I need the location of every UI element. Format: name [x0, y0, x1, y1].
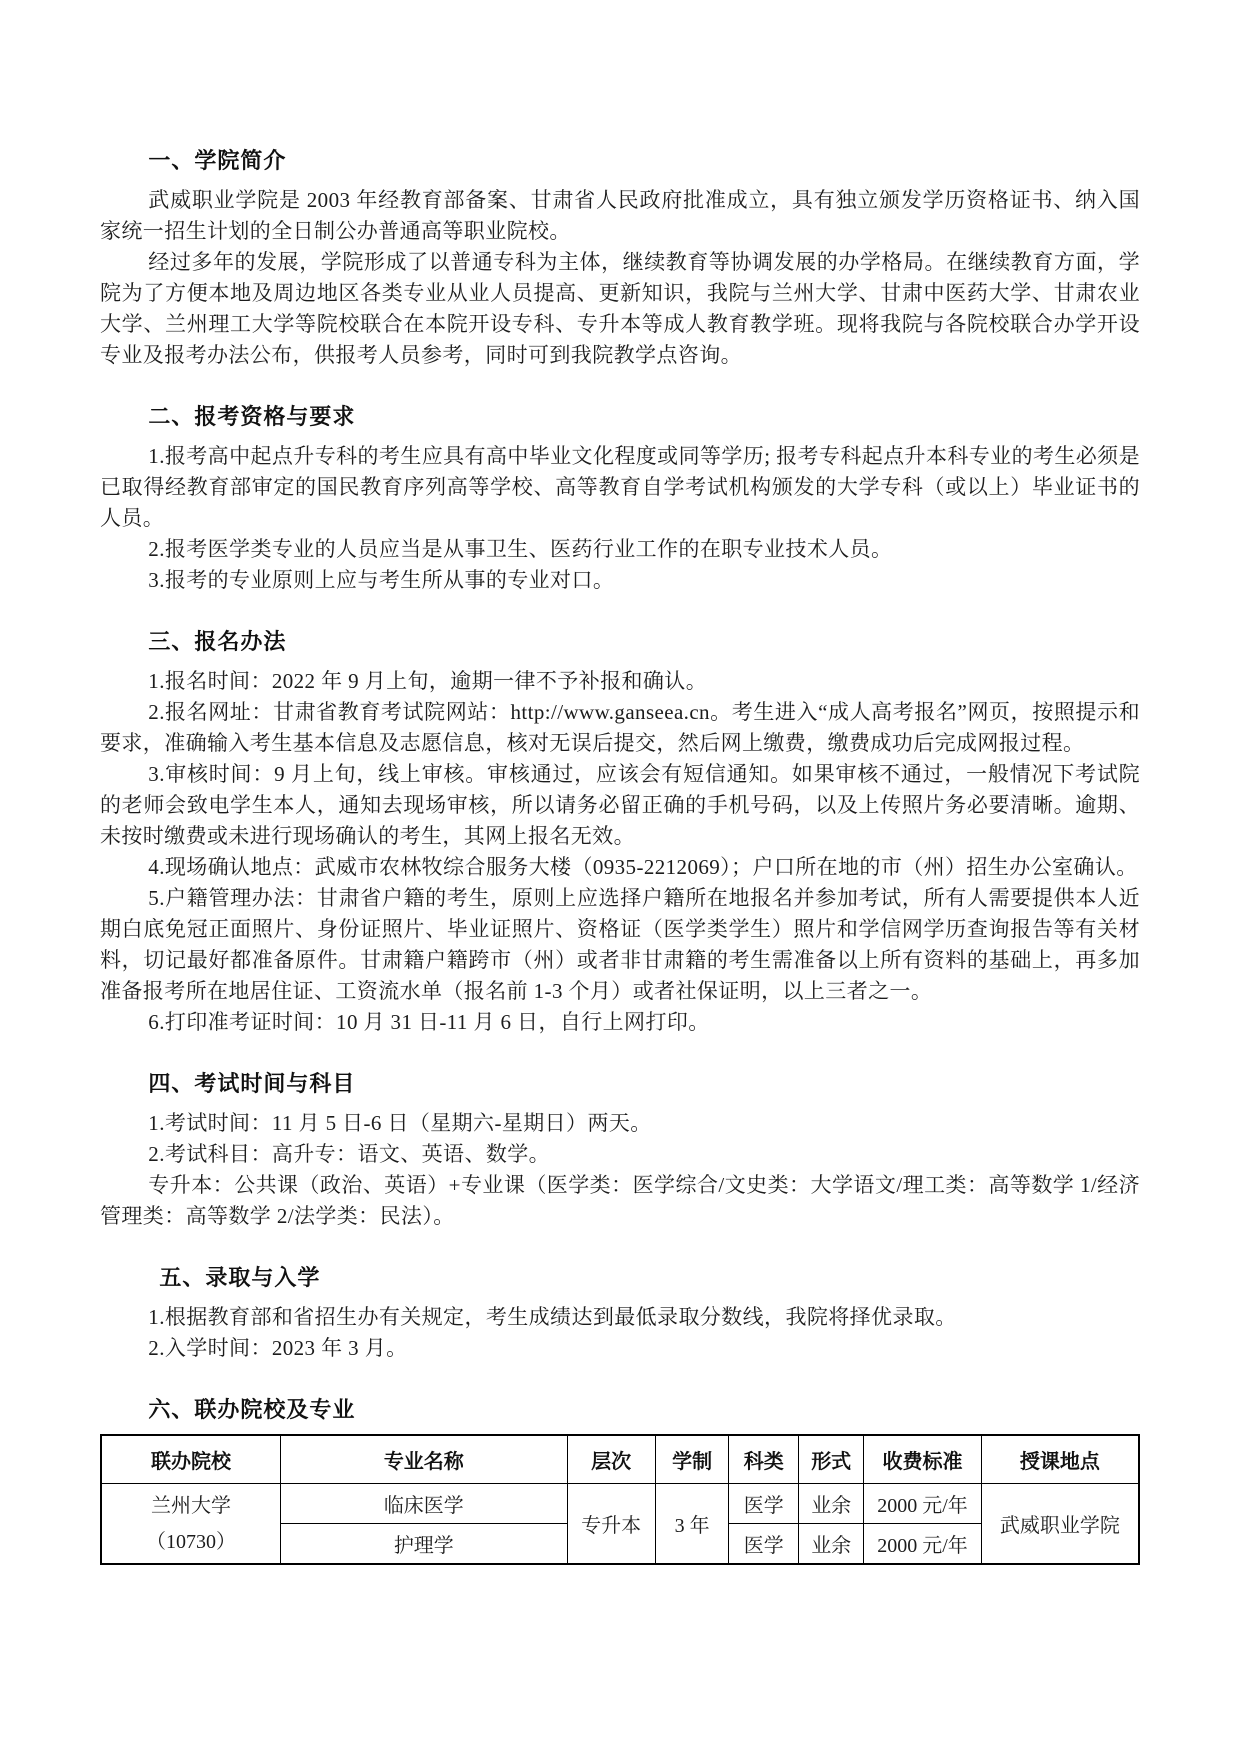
paragraph: 4.现场确认地点：武威市农林牧综合服务大楼（0935-2212069）；户口所在地的市（州）招生办公室确认。 — [148, 855, 1138, 879]
table-header-row — [101, 1435, 1139, 1484]
paragraph: 3.审核时间：9 月上旬，线上审核。审核通过，应该会有短信通知。如果审核不通过，一般情况下考试院的老师会致电学生本人，通知去现场审核，所以请务必留正确的手机号码，以及上传照片务必要清晰。逾期、未按时缴费或未进行现场确认的考生，其网上报名无效。 — [100, 762, 1140, 848]
paragraph: 1.考试时间：11 月 5 日-6 日（星期六-星期日）两天。 — [148, 1111, 652, 1135]
section-partner-programs — [100, 1394, 1140, 1565]
college-cell — [101, 1484, 281, 1565]
section-college-intro — [100, 145, 1140, 371]
section-heading: 六、联办院校及专业 — [148, 1397, 356, 1422]
section-heading: 四、考试时间与科目 — [148, 1071, 356, 1096]
location-cell: 武威职业学院 — [981, 1484, 1139, 1565]
header-cell-level: 层次 — [567, 1435, 655, 1484]
paragraph: 6.打印准考证时间：10 月 31 日-11 月 6 日，自行上网打印。 — [148, 1010, 710, 1034]
paragraph: 2.入学时间：2023 年 3 月。 — [148, 1336, 408, 1360]
table-row — [101, 1484, 1139, 1524]
fee-cell: 2000 元/年 — [864, 1484, 981, 1524]
level-cell: 专升本 — [567, 1484, 655, 1565]
major-cell: 临床医学 — [281, 1484, 568, 1524]
section-heading: 五、录取与入学 — [159, 1265, 321, 1290]
header-cell-location: 授课地点 — [981, 1435, 1139, 1484]
section-heading: 二、报考资格与要求 — [148, 404, 356, 429]
duration-cell: 3 年 — [655, 1484, 729, 1565]
section-admission — [100, 1262, 1140, 1364]
paragraph: 2.报考医学类专业的人员应当是从事卫生、医药行业工作的在职专业技术人员。 — [148, 537, 893, 561]
paragraph: 2.考试科目：高升专：语文、英语、数学。 — [148, 1142, 551, 1166]
section-eligibility — [100, 401, 1140, 596]
paragraph: 经过多年的发展，学院形成了以普通专科为主体，继续教育等协调发展的办学格局。在继续教育方面，学院为了方便本地及周边地区各类专业从业人员提高、更新知识，我院与兰州大学、甘肃中医药大学、甘肃农业大学、兰州理工大学等院校联合在本院开设专科、专升本等成人教育教学班。现将我院与各院校联合办学开设专业及报考办法公布，供报考人员参考，同时可到我院教学点咨询。 — [100, 250, 1140, 367]
paragraph: 3.报考的专业原则上应与考生所从事的专业对口。 — [148, 568, 615, 592]
header-cell-major: 专业名称 — [281, 1435, 568, 1484]
paragraph: 武威职业学院是 2003 年经教育部备案、甘肃省人民政府批准成立，具有独立颁发学历资格证书、纳入国家统一招生计划的全日制公办普通高等职业院校。 — [100, 188, 1140, 243]
category-cell: 医学 — [729, 1524, 799, 1565]
paragraph: 1.根据教育部和省招生办有关规定，考生成绩达到最低录取分数线，我院将择优录取。 — [148, 1305, 957, 1329]
header-cell-category: 科类 — [729, 1435, 799, 1484]
paragraph: 1.报名时间：2022 年 9 月上旬，逾期一律不予补报和确认。 — [148, 669, 708, 693]
paragraph: 5.户籍管理办法：甘肃省户籍的考生，原则上应选择户籍所在地报名并参加考试，所有人需要提供本人近期白底免冠正面照片、身份证照片、毕业证照片、资格证（医学类学生）照片和学信网学历查询报告等有关材料，切记最好都准备原件。甘肃籍户籍跨市（州）或者非甘肃籍的考生需准备以上所有资料的基础上，再多加准备报考所在地居住证、工资流水单（报名前 1-3 个月）或者社保证明，以上三者之一。 — [100, 886, 1140, 1003]
major-cell: 护理学 — [281, 1524, 568, 1565]
section-exam — [100, 1068, 1140, 1232]
category-cell: 医学 — [729, 1484, 799, 1524]
fee-cell: 2000 元/年 — [864, 1524, 981, 1565]
paragraph: 1.报考高中起点升专科的考生应具有高中毕业文化程度或同等学历; 报考专科起点升本科专业的考生必须是已取得经教育部审定的国民教育序列高等学校、高等教育自学考试机构颁发的大学专科（或以上）毕业证书的人员。 — [100, 444, 1140, 530]
section-registration — [100, 626, 1140, 1038]
section-heading: 三、报名办法 — [148, 629, 287, 654]
form-cell: 业余 — [799, 1524, 864, 1565]
header-cell-form: 形式 — [799, 1435, 864, 1484]
form-cell: 业余 — [799, 1484, 864, 1524]
header-cell-duration: 学制 — [655, 1435, 729, 1484]
section-heading: 一、学院简介 — [148, 148, 287, 173]
header-cell-fee: 收费标准 — [864, 1435, 981, 1484]
college-name: 兰州大学 — [151, 1494, 232, 1517]
paragraph: 2.报名网址：甘肃省教育考试院网站：http://www.ganseea.cn。考生进入“成人高考报名”网页，按照提示和要求，准确输入考生基本信息及志愿信息，核对无误后提交，然后网上缴费，缴费成功后完成网报过程。 — [100, 700, 1140, 755]
header-cell-college: 联办院校 — [101, 1435, 281, 1484]
college-code: （10730） — [146, 1530, 237, 1553]
partner-programs-table — [100, 1434, 1140, 1565]
paragraph: 专升本：公共课（政治、英语）+专业课（医学类：医学综合/文史类：大学语文/理工类：高等数学 1/经济管理类：高等数学 2/法学类：民法）。 — [100, 1173, 1140, 1228]
